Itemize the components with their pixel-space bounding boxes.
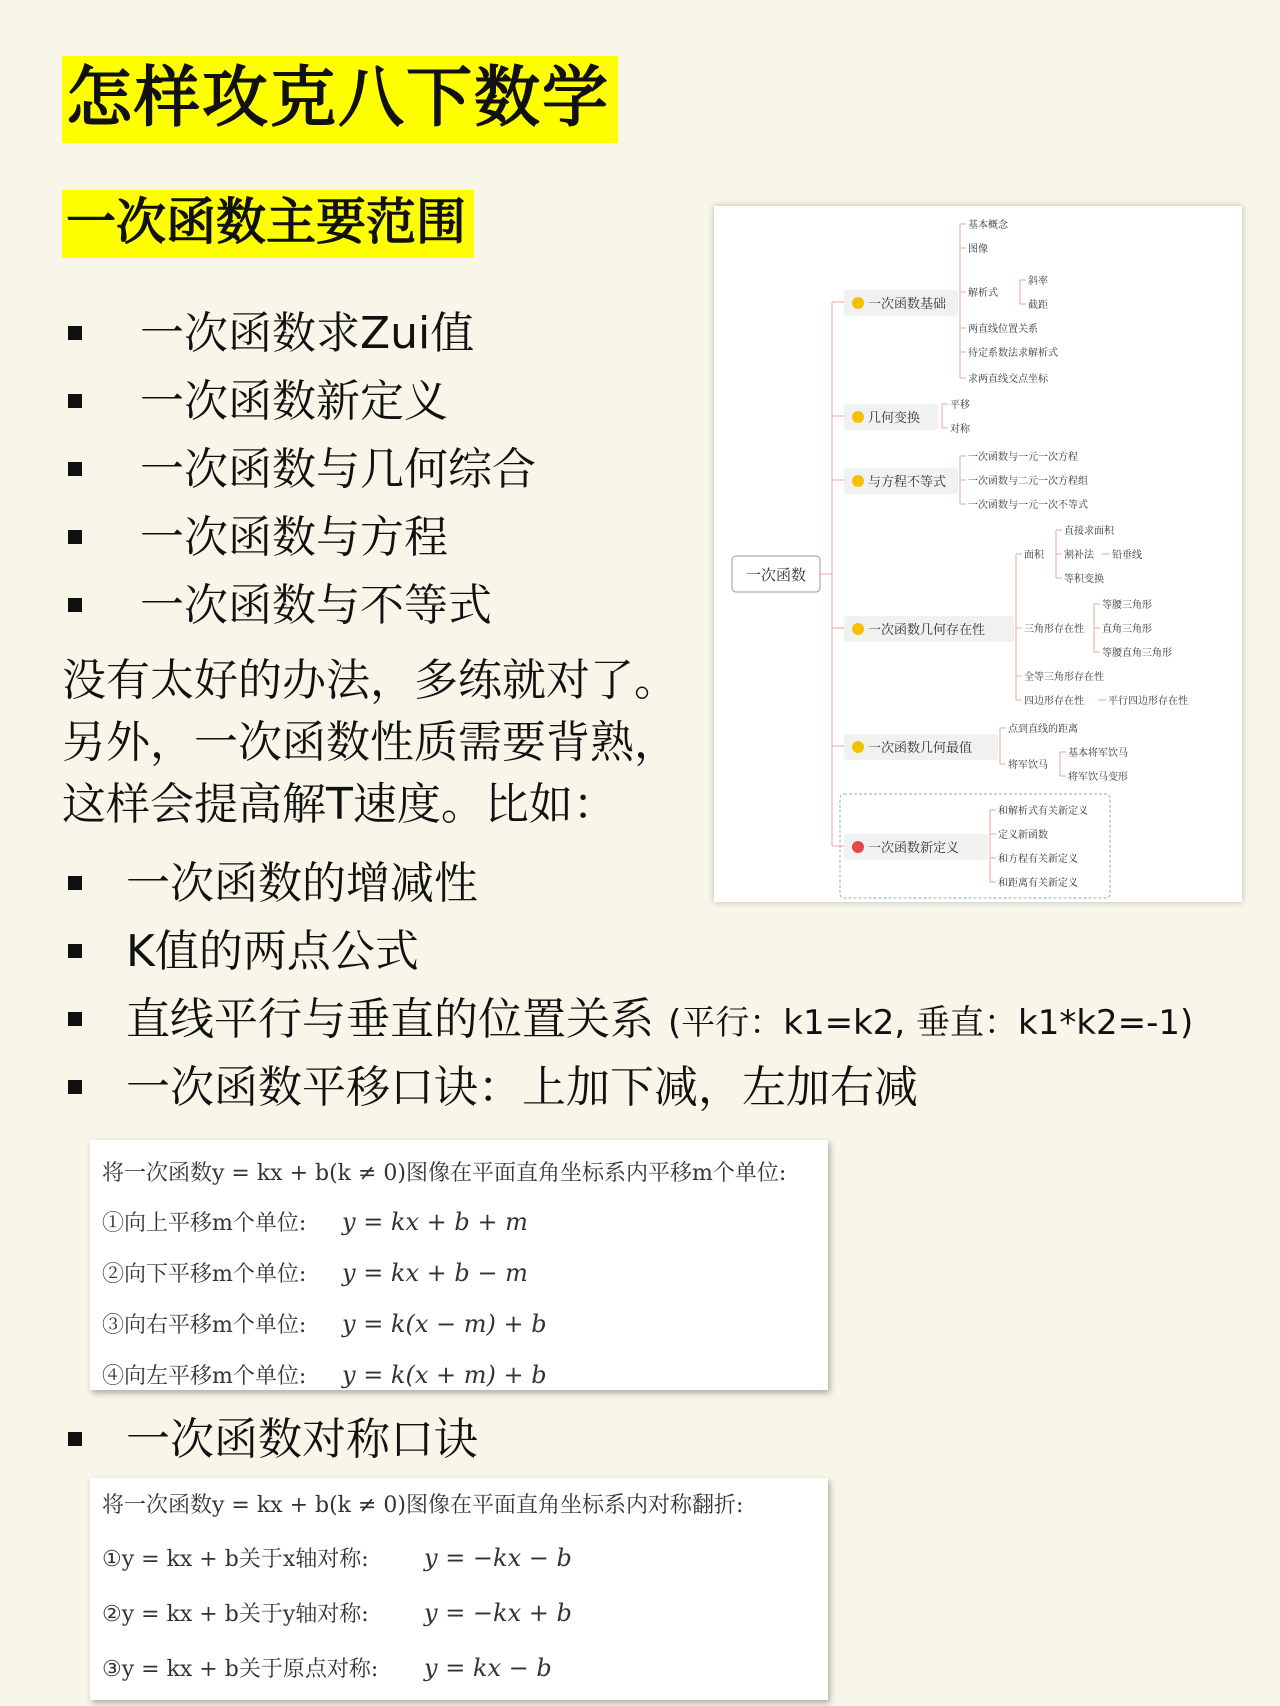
topic-list — [62, 300, 536, 640]
formula-row: ①y = kx + b关于x轴对称: y = −kx − b — [102, 1544, 572, 1572]
svg-text:割补法: 割补法 — [1064, 550, 1094, 561]
bullet-square-icon — [68, 876, 82, 890]
mind-map-svg — [714, 206, 1242, 902]
svg-text:和方程有关新定义: 和方程有关新定义 — [998, 854, 1078, 865]
svg-text:铅垂线: 铅垂线 — [1112, 550, 1142, 561]
list-item: 一次函数新定义 — [62, 368, 536, 436]
list-item: 一次函数与不等式 — [62, 572, 536, 640]
svg-text:斜率: 斜率 — [1028, 276, 1048, 287]
translation-header: 将一次函数y = kx + b(k ≠ 0)图像在平面直角坐标系内平移m个单位: — [102, 1161, 787, 1186]
mind-map-leaves — [950, 218, 1188, 889]
svg-text:解析式: 解析式 — [968, 288, 998, 299]
branch-label-equations: 与方程不等式 — [868, 475, 947, 490]
formula-row: ①向上平移m个单位: y = kx + b + m — [102, 1208, 528, 1236]
formula-row: ③y = kx + b关于原点对称: y = kx − b — [102, 1654, 552, 1682]
section-subtitle: 一次函数主要范围 — [62, 190, 474, 258]
symmetry-formula-box — [90, 1478, 828, 1700]
bullet-square-icon — [68, 394, 82, 408]
svg-text:将军饮马: 将军饮马 — [1008, 760, 1048, 771]
formula-row: ③向右平移m个单位: y = k(x − m) + b — [102, 1310, 547, 1338]
svg-text:全等三角形存在性: 全等三角形存在性 — [1024, 672, 1104, 683]
bullet-square-icon — [68, 944, 82, 958]
bullet-square-icon — [68, 462, 82, 476]
list-item: 一次函数的增减性 — [62, 850, 1193, 918]
symmetry-heading: 一次函数对称口诀 — [62, 1406, 478, 1474]
svg-text:平行四边形存在性: 平行四边形存在性 — [1108, 696, 1188, 707]
svg-text:平移: 平移 — [950, 400, 970, 411]
svg-text:等腰直角三角形: 等腰直角三角形 — [1102, 648, 1172, 659]
svg-text:面积: 面积 — [1024, 550, 1044, 561]
svg-text:点到直线的距离: 点到直线的距离 — [1008, 724, 1078, 735]
svg-text:待定系数法求解析式: 待定系数法求解析式 — [968, 348, 1058, 359]
bullet-square-icon — [68, 1012, 82, 1026]
branch-label-new-definition: 一次函数新定义 — [868, 841, 960, 856]
svg-text:一次函数与一元一次方程: 一次函数与一元一次方程 — [968, 452, 1078, 463]
branch-label-basics: 一次函数基础 — [868, 297, 947, 312]
bullet-square-icon — [68, 598, 82, 612]
list-item: 一次函数与几何综合 — [62, 436, 536, 504]
svg-text:将军饮马变形: 将军饮马变形 — [1068, 772, 1128, 783]
svg-text:基本概念: 基本概念 — [968, 220, 1008, 231]
svg-text:和解析式有关新定义: 和解析式有关新定义 — [998, 806, 1088, 817]
bullet-square-icon — [68, 1432, 82, 1446]
svg-text:对称: 对称 — [950, 424, 970, 435]
symmetry-header: 将一次函数y = kx + b(k ≠ 0)图像在平面直角坐标系内对称翻折: — [102, 1493, 744, 1518]
svg-text:直角三角形: 直角三角形 — [1102, 624, 1152, 635]
svg-text:两直线位置关系: 两直线位置关系 — [968, 324, 1038, 335]
svg-text:图像: 图像 — [968, 244, 988, 255]
branch-label-existence: 一次函数几何存在性 — [868, 623, 986, 638]
list-item: 一次函数平移口诀：上加下减，左加右减 — [62, 1054, 1193, 1122]
formula-note: (平行：k1=k2, 垂直：k1*k2=-1) — [668, 1003, 1194, 1043]
svg-text:三角形存在性: 三角形存在性 — [1024, 624, 1084, 635]
svg-text:基本将军饮马: 基本将军饮马 — [1068, 748, 1128, 759]
svg-text:截距: 截距 — [1028, 300, 1048, 311]
list-item: 直线平行与垂直的位置关系 (平行：k1=k2, 垂直：k1*k2=-1) — [62, 986, 1193, 1054]
bullet-square-icon — [68, 1080, 82, 1094]
svg-text:直接求面积: 直接求面积 — [1064, 526, 1114, 537]
svg-text:和距离有关新定义: 和距离有关新定义 — [998, 878, 1078, 889]
svg-text:定义新函数: 定义新函数 — [998, 830, 1048, 841]
svg-text:一次函数与二元一次方程组: 一次函数与二元一次方程组 — [968, 476, 1088, 487]
advice-paragraph: 没有太好的办法，多练就对了。 另外，一次函数性质需要背熟， 这样会提高解T速度。比如： — [62, 655, 678, 830]
mind-map — [714, 206, 1242, 902]
bullet-square-icon — [68, 326, 82, 340]
bullet-square-icon — [68, 530, 82, 544]
list-item: K值的两点公式 — [62, 918, 1193, 986]
svg-text:四边形存在性: 四边形存在性 — [1024, 696, 1084, 707]
list-item: 一次函数求Zui值 — [62, 300, 536, 368]
translation-formula-box — [90, 1140, 828, 1390]
branch-label-transform: 几何变换 — [868, 411, 921, 426]
formula-row: ④向左平移m个单位: y = k(x + m) + b — [102, 1361, 547, 1389]
svg-text:等腰三角形: 等腰三角形 — [1102, 600, 1152, 611]
svg-text:一次函数与一元一次不等式: 一次函数与一元一次不等式 — [968, 500, 1088, 511]
svg-text:求两直线交点坐标: 求两直线交点坐标 — [968, 374, 1048, 385]
mind-map-root-label: 一次函数 — [745, 566, 807, 584]
formula-row: ②y = kx + b关于y轴对称: y = −kx + b — [102, 1599, 572, 1627]
formula-row: ②向下平移m个单位: y = kx + b − m — [102, 1259, 528, 1287]
page-title: 怎样攻克八下数学 — [62, 56, 618, 143]
svg-text:等积变换: 等积变换 — [1064, 574, 1104, 585]
branch-label-max: 一次函数几何最值 — [868, 741, 973, 756]
list-item: 一次函数与方程 — [62, 504, 536, 572]
